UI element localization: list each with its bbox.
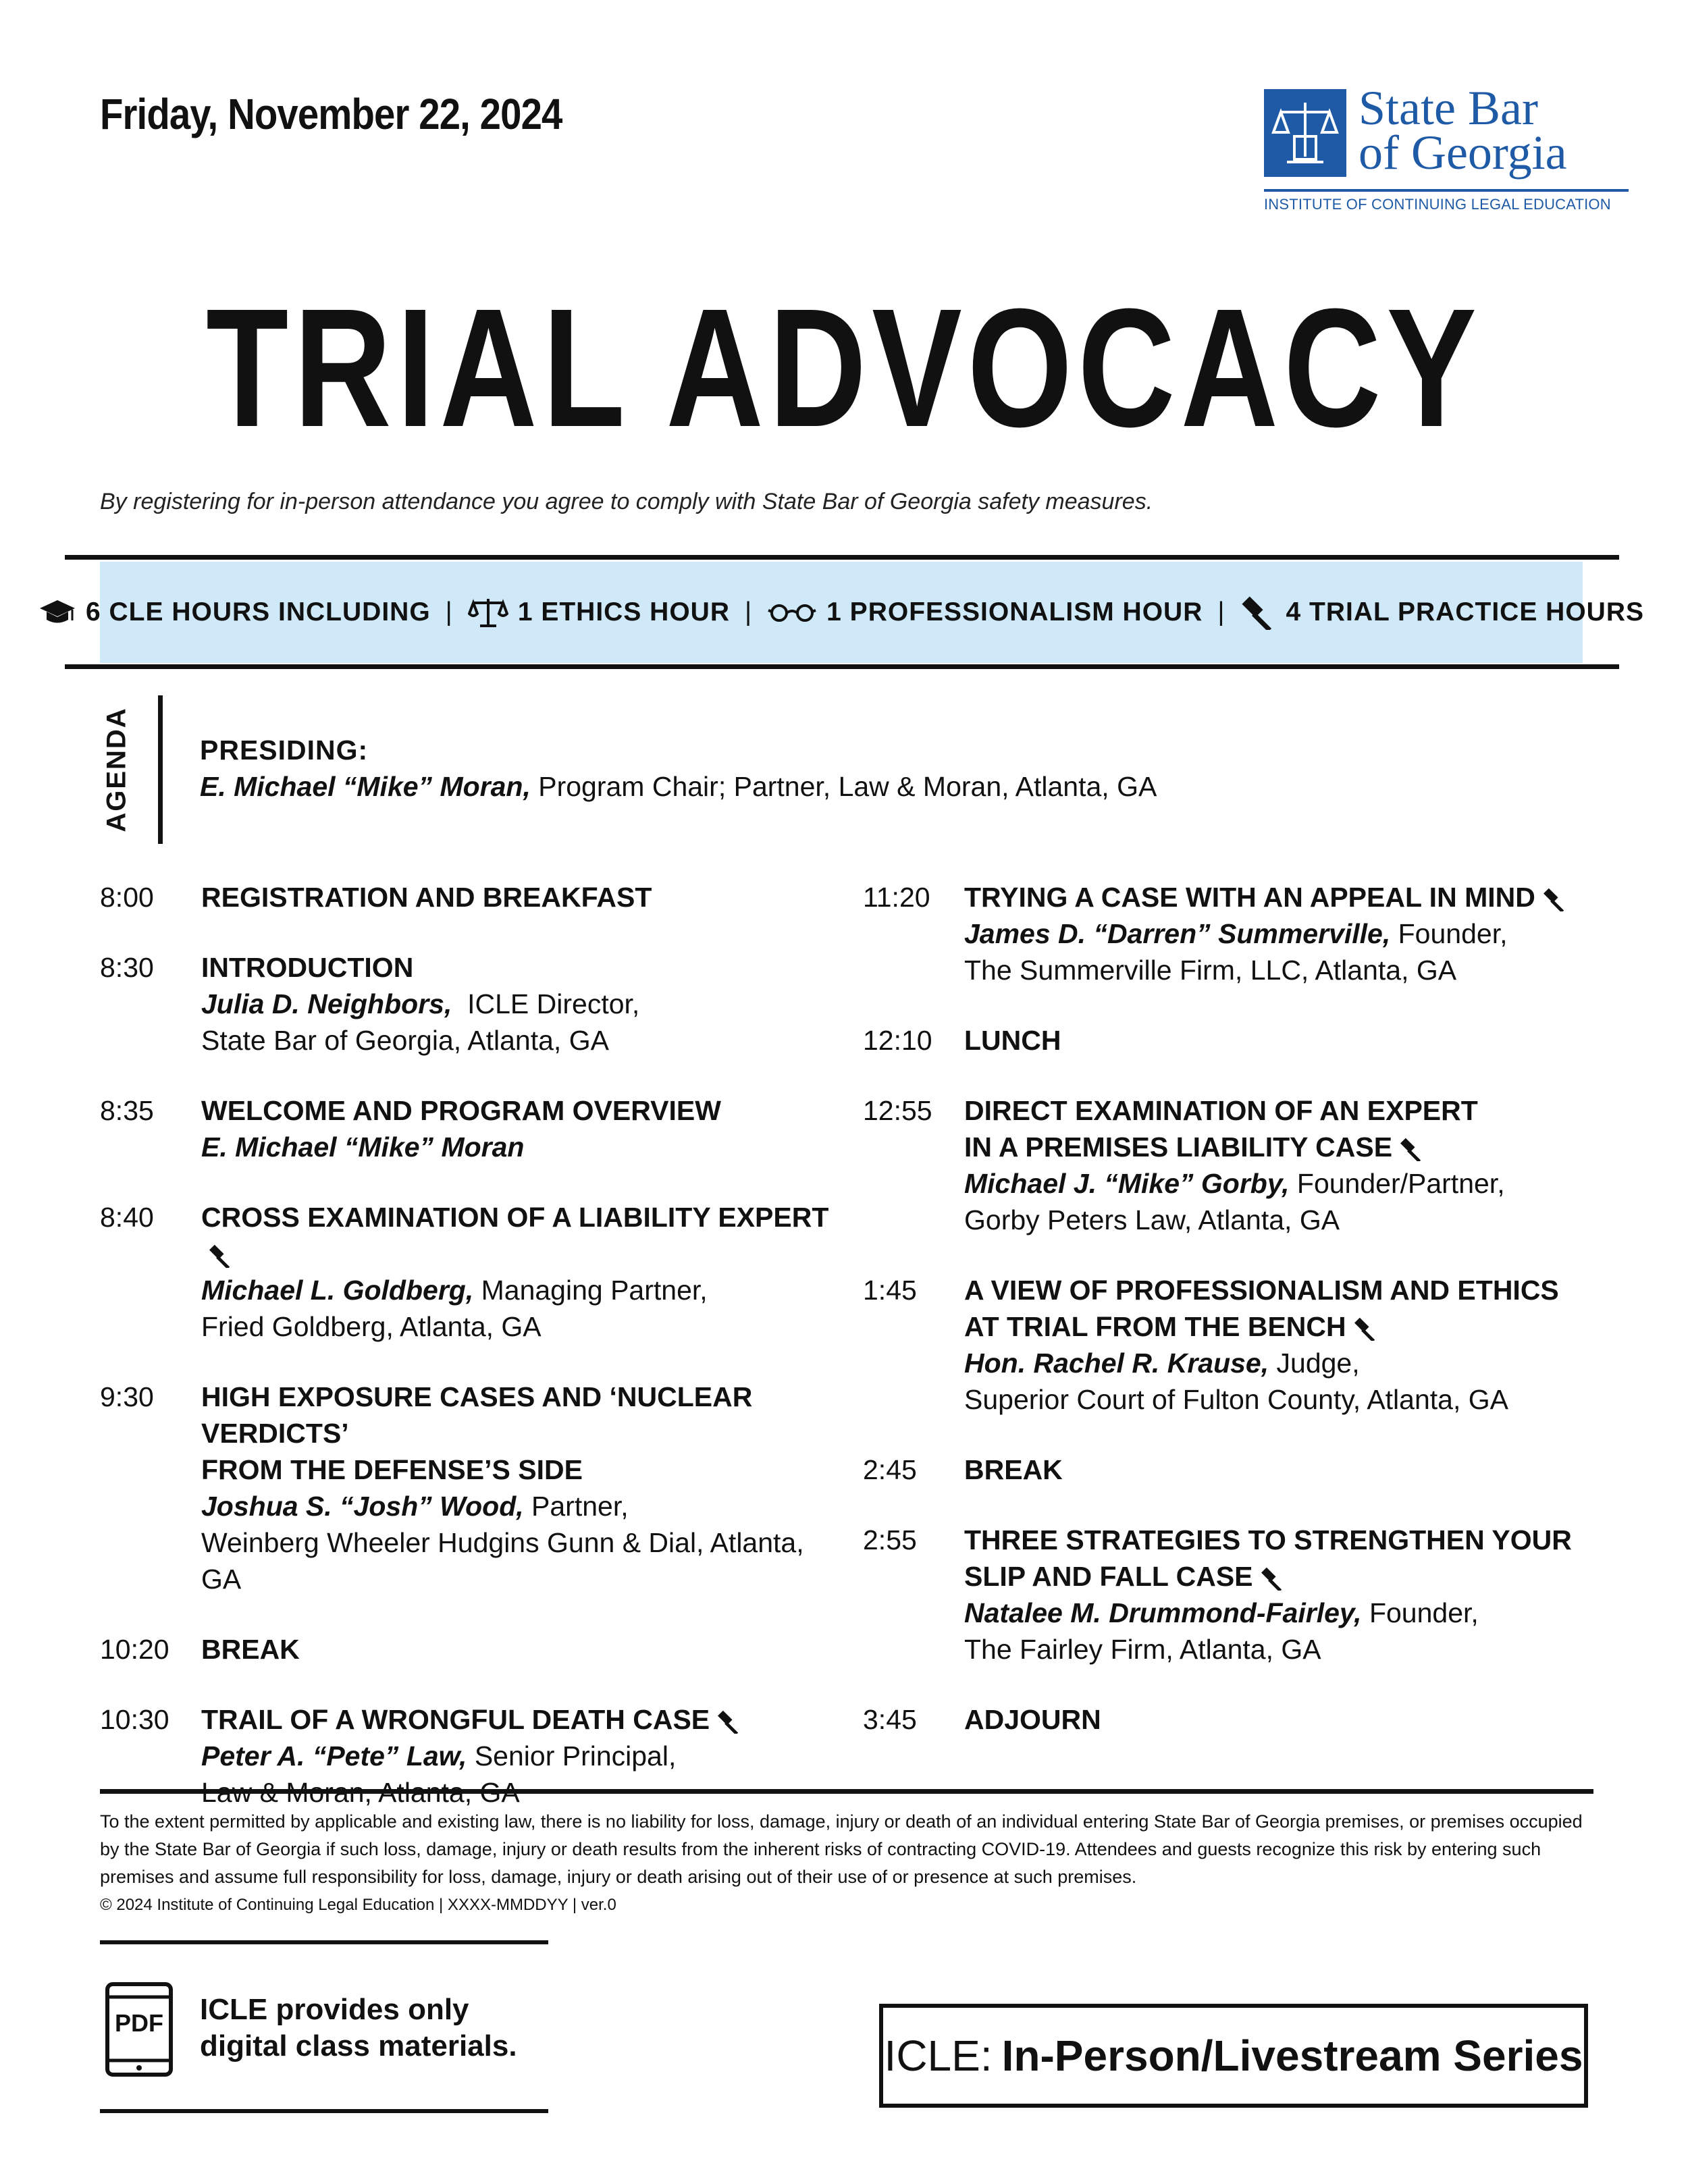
session-speaker — [201, 1488, 843, 1524]
session-title — [201, 1631, 843, 1668]
speaker-name: Hon. Rachel R. Krause, — [964, 1348, 1269, 1379]
presiding-label: PRESIDING: — [200, 735, 369, 766]
session-speaker — [964, 1345, 1619, 1381]
session-title — [201, 1379, 843, 1488]
speaker-name: Natalee M. Drummond-Fairley, — [964, 1597, 1362, 1628]
session-title — [964, 1022, 1619, 1059]
logo-name-line2: of Georgia — [1359, 126, 1567, 180]
session-speaker — [201, 986, 843, 1022]
safety-notice: By registering for in-person attendance you agree to comply with State Bar of Georgia safety measures. — [100, 489, 1153, 514]
credit-ethics-hour — [468, 596, 730, 629]
agenda-time: 10:30 — [100, 1704, 169, 1735]
session-title-line: IN A PREMISES LIABILITY CASE — [964, 1129, 1619, 1165]
session-title — [201, 1199, 843, 1272]
session-title-line: HIGH EXPOSURE CASES AND ‘NUCLEAR VERDICTS’ — [201, 1381, 753, 1449]
speaker-role: Judge, — [1269, 1348, 1360, 1379]
session-title — [964, 879, 1619, 915]
session-speaker — [964, 915, 1619, 952]
speaker-role: Senior Principal, — [467, 1740, 677, 1772]
session-title — [964, 1272, 1619, 1345]
agenda-item — [100, 1631, 843, 1668]
credit-professionalism-hour — [767, 597, 1203, 627]
session-title-line: BREAK — [964, 1454, 1063, 1485]
agenda-item — [863, 1272, 1619, 1418]
speaker-role: Founder/Partner, — [1289, 1168, 1505, 1199]
gavel-icon — [1542, 887, 1568, 911]
speaker-role: Founder, — [1390, 918, 1508, 949]
agenda-time: 11:20 — [863, 882, 930, 913]
graduation-cap-icon — [38, 599, 76, 626]
liability-disclaimer: To the extent permitted by applicable and existing law, there is no liability for loss, damage, injury or death of an individual entering State Bar of Georgia premises, or premises occupied by the State Bar of Georgia if such loss, damage, injury or death results from the inherent risks of contracting COVID-19. Attendees and guests recognize this risk by entering such premises and assume full responsibility for loss, damage, injury or death arising out of their use of or presence at such premises. — [100, 1811, 1583, 1887]
session-title-line: BREAK — [201, 1634, 300, 1665]
agenda-item — [863, 1522, 1619, 1668]
agenda-item — [863, 1701, 1619, 1738]
agenda-label: AGENDA — [101, 707, 132, 832]
footer-rule — [100, 1789, 1593, 1794]
speaker-affiliation: The Summerville Firm, LLC, Atlanta, GA — [964, 955, 1457, 986]
speaker-role: Partner, — [523, 1491, 629, 1522]
digital-materials-note — [200, 1992, 517, 2065]
agenda-item — [863, 1022, 1619, 1059]
session-title — [201, 879, 843, 915]
pdf-note-bottom-rule — [100, 2109, 548, 2113]
agenda-time: 1:45 — [863, 1275, 917, 1306]
session-title-line: THREE STRATEGIES TO STRENGTHEN YOUR — [964, 1524, 1572, 1555]
agenda-time: 9:30 — [100, 1381, 154, 1412]
band-top-rule — [65, 555, 1619, 560]
session-title-line: A VIEW OF PROFESSIONALISM AND ETHICS — [964, 1275, 1559, 1306]
scales-seal-icon — [1264, 89, 1346, 177]
session-title-line: INTRODUCTION — [201, 952, 414, 983]
speaker-name: Michael J. “Mike” Gorby, — [964, 1168, 1290, 1199]
state-bar-logo — [1264, 81, 1642, 223]
gavel-icon — [1260, 1566, 1286, 1591]
agenda-time: 8:35 — [100, 1095, 154, 1126]
agenda-item — [100, 949, 843, 1059]
separator: | — [445, 597, 453, 627]
separator: | — [1217, 597, 1225, 627]
credit-label: 6 CLE HOURS INCLUDING — [85, 597, 431, 627]
agenda-item — [100, 1701, 843, 1811]
speaker-role: Founder, — [1361, 1597, 1479, 1628]
session-title-line: SLIP AND FALL CASE — [964, 1558, 1619, 1595]
credit-hours-list — [85, 562, 1645, 663]
gavel-icon — [716, 1709, 742, 1734]
series-prefix: ICLE: — [884, 2031, 993, 2080]
session-speaker — [201, 1129, 843, 1165]
session-title — [964, 1522, 1619, 1595]
speaker-name: James D. “Darren” Summerville, — [964, 918, 1391, 949]
agenda-right-column — [863, 879, 1619, 1772]
speaker-name: Michael L. Goldberg, — [201, 1275, 474, 1306]
credit-cle-hours — [38, 597, 431, 627]
agenda-item — [100, 1379, 843, 1597]
band-bottom-rule — [65, 664, 1619, 669]
credit-hours-band — [85, 562, 1645, 663]
presiding-chair — [200, 771, 1157, 803]
session-title-line: CROSS EXAMINATION OF A LIABILITY EXPERT — [201, 1199, 843, 1272]
session-title-line: TRAIL OF A WRONGFUL DEATH CASE — [201, 1701, 843, 1738]
session-title — [964, 1092, 1619, 1165]
speaker-affiliation: Superior Court of Fulton County, Atlanta, GA — [964, 1384, 1508, 1415]
gavel-icon — [1240, 595, 1277, 630]
agenda-left-column — [100, 879, 843, 1844]
separator: | — [745, 597, 753, 627]
credit-label: 1 ETHICS HOUR — [517, 597, 731, 627]
gavel-icon — [1399, 1137, 1425, 1161]
agenda-item — [100, 1092, 843, 1165]
session-title — [964, 1701, 1619, 1738]
agenda-item — [863, 1092, 1619, 1238]
logo-subtitle: INSTITUTE OF CONTINUING LEGAL EDUCATION — [1264, 196, 1611, 213]
session-speaker — [964, 1165, 1619, 1202]
series-name: In-Person/Livestream Series — [1001, 2031, 1583, 2080]
pdf-label: PDF — [115, 2009, 163, 2037]
session-title-line: LUNCH — [964, 1025, 1061, 1056]
logo-divider — [1264, 189, 1629, 192]
credit-label: 1 PROFESSIONALISM HOUR — [826, 597, 1203, 627]
session-title-line: DIRECT EXAMINATION OF AN EXPERT — [964, 1095, 1478, 1126]
agenda-item — [100, 1199, 843, 1345]
speaker-affiliation: The Fairley Firm, Atlanta, GA — [964, 1634, 1321, 1665]
pdf-tablet-icon — [105, 1982, 173, 2080]
speaker-affiliation: Weinberg Wheeler Hudgins Gunn & Dial, Atlanta, GA — [201, 1527, 804, 1595]
agenda-time: 8:00 — [100, 882, 154, 913]
speaker-affiliation: State Bar of Georgia, Atlanta, GA — [201, 1025, 609, 1056]
session-speaker — [201, 1272, 843, 1308]
agenda-time: 10:20 — [100, 1634, 169, 1665]
agenda-time: 8:40 — [100, 1202, 154, 1233]
logo-name-line1: State Bar — [1359, 81, 1538, 135]
speaker-role: Managing Partner, — [473, 1275, 708, 1306]
agenda-time: 2:45 — [863, 1454, 917, 1485]
session-title — [201, 949, 843, 986]
session-title — [201, 1701, 843, 1738]
speaker-affiliation: Fried Goldberg, Atlanta, GA — [201, 1311, 542, 1342]
agenda-time: 12:10 — [863, 1025, 932, 1056]
copyright-line: © 2024 Institute of Continuing Legal Education | XXXX-MMDDYY | ver.0 — [100, 1896, 616, 1914]
pdf-note-top-rule — [100, 1940, 548, 1944]
agenda-item — [863, 879, 1619, 988]
gavel-icon — [1353, 1316, 1379, 1341]
session-title-line: ADJOURN — [964, 1704, 1101, 1735]
session-title — [201, 1092, 843, 1129]
session-title-line: AT TRIAL FROM THE BENCH — [964, 1308, 1619, 1345]
session-speaker — [201, 1738, 843, 1774]
agenda-time: 8:30 — [100, 952, 154, 983]
session-title-line: WELCOME AND PROGRAM OVERVIEW — [201, 1095, 721, 1126]
speaker-name: E. Michael “Mike” Moran — [201, 1131, 525, 1163]
page-title: TRIAL ADVOCACY — [206, 273, 1482, 462]
agenda-time: 3:45 — [863, 1704, 917, 1735]
agenda-item — [100, 879, 843, 915]
credit-label: 4 TRIAL PRACTICE HOURS — [1286, 597, 1645, 627]
agenda-time: 2:55 — [863, 1524, 917, 1555]
presiding-detail: Program Chair; Partner, Law & Moran, Atlanta, GA — [530, 771, 1157, 802]
speaker-role: ICLE Director, — [452, 988, 640, 1019]
digital-note-line2: digital class materials. — [200, 2029, 517, 2062]
speaker-name: Julia D. Neighbors, — [201, 988, 452, 1019]
gavel-icon — [208, 1244, 234, 1268]
session-title-line: TRYING A CASE WITH AN APPEAL IN MIND — [964, 879, 1619, 915]
session-speaker — [964, 1595, 1619, 1631]
session-title-line: FROM THE DEFENSE’S SIDE — [201, 1454, 583, 1485]
agenda-item — [863, 1451, 1619, 1488]
digital-note-line1: ICLE provides only — [200, 1993, 469, 2026]
speaker-name: Peter A. “Pete” Law, — [201, 1740, 467, 1772]
agenda-divider — [158, 695, 163, 844]
glasses-icon — [767, 601, 817, 624]
presiding-name: E. Michael “Mike” Moran, — [200, 771, 531, 802]
session-title-line: REGISTRATION AND BREAKFAST — [201, 882, 652, 913]
series-badge — [879, 2004, 1588, 2108]
credit-trial-practice-hours — [1240, 595, 1645, 630]
scales-icon — [468, 596, 508, 629]
agenda-time: 12:55 — [863, 1095, 932, 1126]
speaker-name: Joshua S. “Josh” Wood, — [201, 1491, 524, 1522]
event-date: Friday, November 22, 2024 — [100, 90, 562, 138]
session-title — [964, 1451, 1619, 1488]
speaker-affiliation: Gorby Peters Law, Atlanta, GA — [964, 1204, 1340, 1235]
